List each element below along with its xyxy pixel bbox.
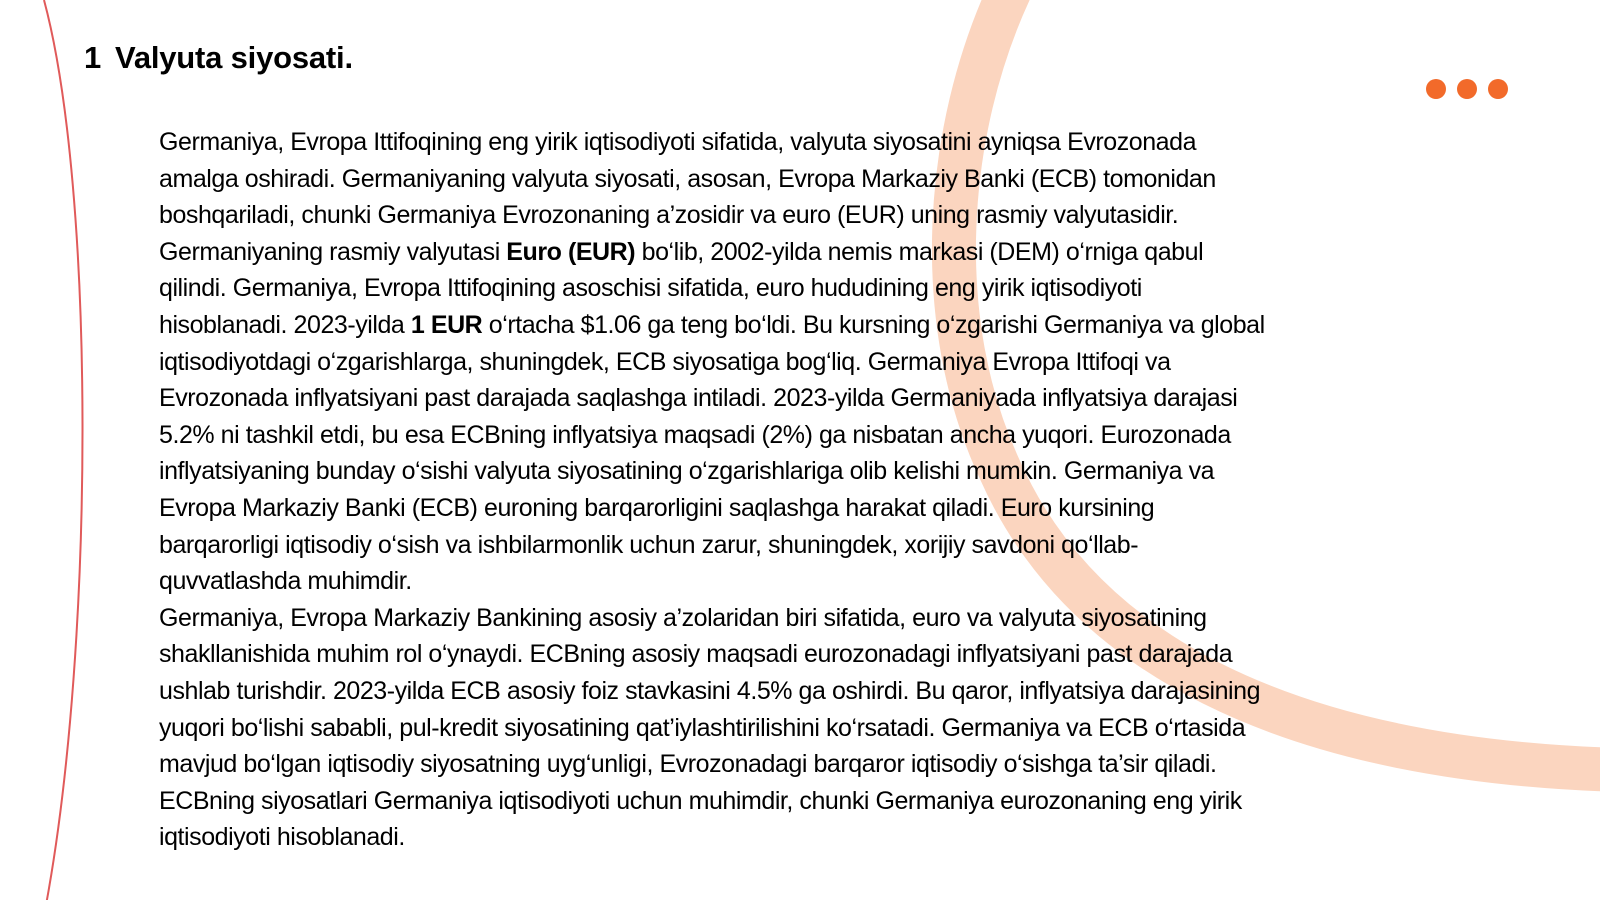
text-line [159,819,1459,856]
text-run: ECBning siyosatlari Germaniya iqtisodiyoti uchun muhimdir, chunki Germaniya eurozonaning eng yirik [159,786,1242,815]
slide-title [84,40,353,76]
text-line [159,673,1459,710]
text-line [159,636,1459,673]
text-run: ushlab turishdir. 2023-yilda ECB asosiy foiz stavkasini 4.5% ga oshirdi. Bu qaror, inflyatsiya darajasining [159,676,1261,705]
text-run: Evropa Markaziy Banki (ECB) euroning barqarorligini saqlashga harakat qiladi. Euro kursining [159,493,1155,522]
text-line [159,307,1459,344]
text-run: Germaniya, Evropa Markaziy Bankining asosiy a’zolaridan biri sifatida, euro va valyuta siyosatining [159,603,1207,632]
text-run: 5.2% ni tashkil etdi, bu esa ECBning inflyatsiya maqsadi (2%) ga nisbatan ancha yuqori. Eurozonada [159,420,1231,449]
text-run: mavjud bo‘lgan iqtisodiy siyosatning uyg‘unligi, Evrozonadagi barqaror iqtisodiy o‘sishga ta’sir qiladi. [159,750,1217,779]
text-run: inflyatsiyaning bunday o‘sishi valyuta siyosatining o‘zgarishlariga olib kelishi mumkin. Germaniya va [159,457,1215,486]
body-text [159,124,1459,856]
text-line [159,600,1459,637]
text-line [159,197,1459,234]
text-run: hisoblanadi. 2023-yilda [159,310,411,339]
more-horizontal-icon[interactable] [1426,79,1508,99]
text-run: boshqariladi, chunki Germaniya Evrozonaning a’zosidir va euro (EUR) uning rasmiy valyutasidir. [159,201,1179,230]
text-line [159,124,1459,161]
text-run: amalga oshiradi. Germaniyaning valyuta siyosati, asosan, Evropa Markaziy Banki (ECB) tomonidan [159,164,1216,193]
text-run: iqtisodiyotdagi o‘zgarishlarga, shuningdek, ECB siyosatiga bog‘liq. Germaniya Evropa Ittifoqi va [159,347,1171,376]
text-run: o‘rtacha $1.06 ga teng bo‘ldi. Bu kursning o‘zgarishi Germaniya va global [482,310,1265,339]
menu-dot [1426,79,1446,99]
left-curve-decoration [44,0,83,900]
text-run: yuqori bo‘lishi sababli, pul-kredit siyosatining qat’iylashtirilishini ko‘rsatadi. Germaniya va ECB o‘rtasida [159,713,1246,742]
text-line [159,344,1459,381]
text-line [159,746,1459,783]
text-run: bo‘lib, 2002-yilda nemis markasi (DEM) o‘rniga qabul [635,237,1204,266]
text-run: qilindi. Germaniya, Evropa Ittifoqining asoschisi sifatida, euro hududining eng yirik iqtisodiyoti [159,274,1142,303]
text-line [159,417,1459,454]
bold-text: Euro (EUR) [506,237,636,266]
bold-text: 1 EUR [410,310,483,339]
text-run: quvvatlashda muhimdir. [159,567,412,596]
text-line [159,527,1459,564]
slide-title-text: Valyuta siyosati. [115,40,353,75]
text-line [159,380,1459,417]
menu-dot [1488,79,1508,99]
text-line [159,161,1459,198]
text-run: barqarorligi iqtisodiy o‘sish va ishbilarmonlik uchun zarur, shuningdek, xorijiy savdoni qo‘llab- [159,530,1139,559]
text-line [159,270,1459,307]
menu-dot [1457,79,1477,99]
text-run: Evrozonada inflyatsiyani past darajada saqlashga intiladi. 2023-yilda Germaniyada inflyatsiya darajasi [159,384,1238,413]
text-run: iqtisodiyoti hisoblanadi. [159,823,405,852]
text-run: Germaniyaning rasmiy valyutasi [159,237,507,266]
text-line [159,563,1459,600]
text-line [159,710,1459,747]
text-run: shakllanishida muhim rol o‘ynaydi. ECBning asosiy maqsadi eurozonadagi inflyatsiyani past darajada [159,640,1233,669]
text-line [159,490,1459,527]
text-run: Germaniya, Evropa Ittifoqining eng yirik iqtisodiyoti sifatida, valyuta siyosatini ayniqsa Evrozonada [159,128,1197,156]
text-line [159,453,1459,490]
slide-number: 1 [84,40,102,75]
text-line [159,783,1459,820]
text-line [159,234,1459,271]
